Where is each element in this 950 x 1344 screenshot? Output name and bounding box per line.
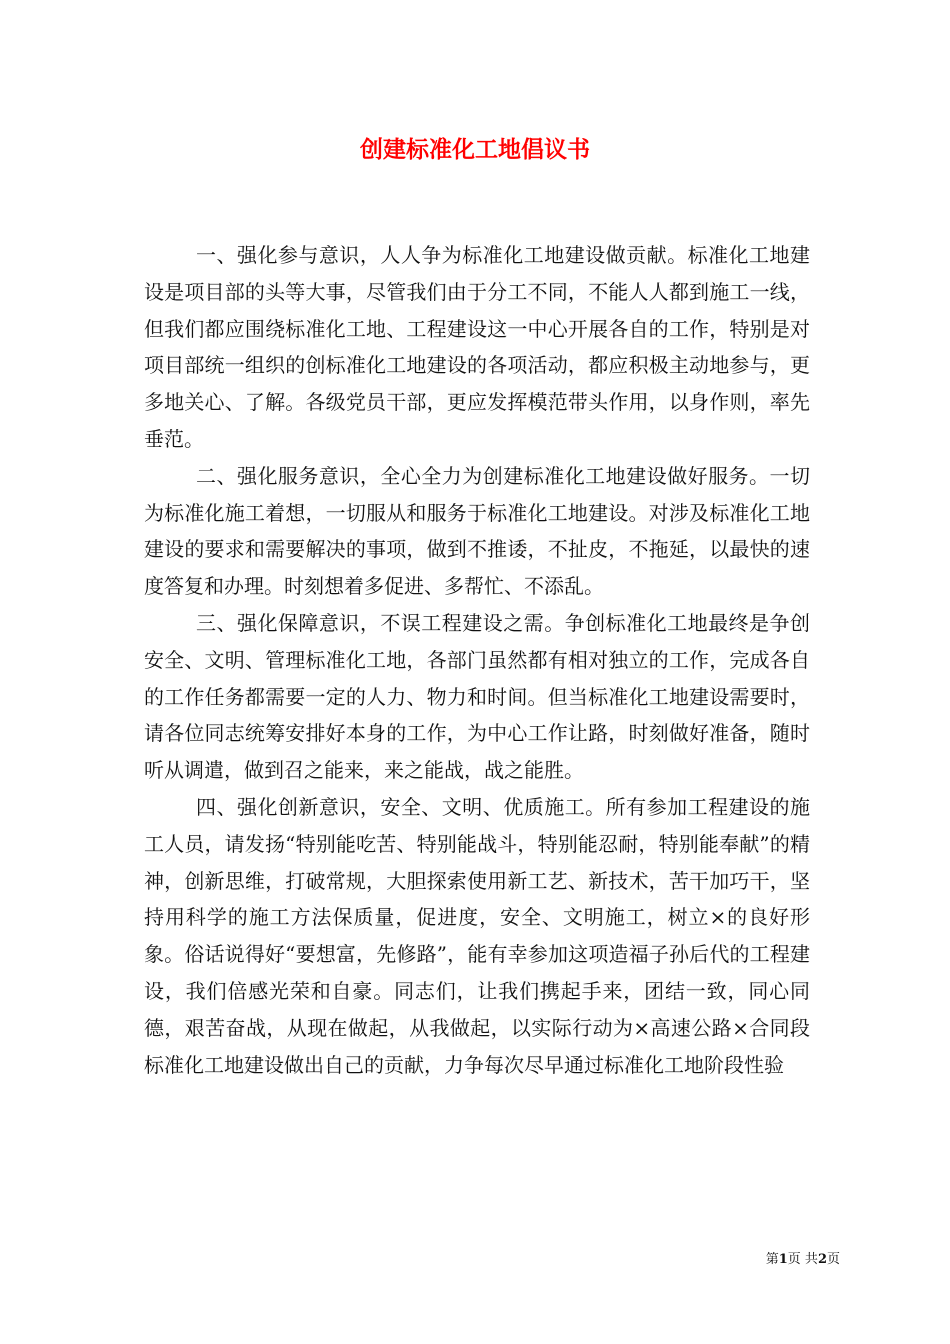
paragraph-4: 四、强化创新意识，安全、文明、优质施工。所有参加工程建设的施工人员，请发扬“特别能吃苦、特别能战斗，特别能忍耐，特别能奉献”的精神，创新思维，打破常规，大胆探索使用新工艺、新技术，苦干加巧干，坚持用科学的施工方法保质量，促进度，安全、文明施工，树立×的良好形象。俗话说得好“要想富，先修路”，能有幸参加这项造福子孙后代的工程建设，我们倍感光荣和自豪。同志们，让我们携起手来，团结一致，同心同德，艰苦奋战，从现在做起，从我做起，以实际行动为×高速公路×合同段标准化工地建设做出自己的贡献，力争每次尽早通过标准化工地阶段性验 [144,794,810,1077]
footer-middle: 页 共 [787,1252,818,1267]
paragraph-2: 二、强化服务意识，全心全力为创建标准化工地建设做好服务。一切为标准化施工着想，一切服从和服务于标准化工地建设。对涉及标准化工地建设的要求和需要解决的事项，做到不推诿，不扯皮，不拖延，以最快的速度答复和办理。时刻想着多促进、多帮忙、不添乱。 [144,463,810,599]
footer-suffix: 页 [826,1252,840,1267]
paragraph-1: 一、强化参与意识，人人争为标准化工地建设做贡献。标准化工地建设是项目部的头等大事，尽管我们由于分工不同，不能人人都到施工一线，但我们都应围绕标准化工地、工程建设这一中心开展各自的工作，特别是对项目部统一组织的创标准化工地建设的各项活动，都应积极主动地参与，更多地关心、了解。各级党员干部，更应发挥模范带头作用，以身作则，率先垂范。 [144,243,810,451]
footer-total-pages: 2 [817,1252,827,1267]
paragraph-3: 三、强化保障意识，不误工程建设之需。争创标准化工地最终是争创安全、文明、管理标准化工地，各部门虽然都有相对独立的工作，完成各自的工作任务都需要一定的人力、物力和时间。但当标准化工地建设需要时，请各位同志统筹安排好本身的工作，为中心工作让路，时刻做好准备，随时听从调遣，做到召之能来，来之能战，战之能胜。 [144,610,810,783]
document-title: 创建标准化工地倡议书 [360,136,590,163]
footer-current-page: 1 [778,1252,788,1267]
page-number-footer [690,1251,840,1269]
footer-prefix: 第 [765,1252,779,1267]
document-body [144,237,810,1083]
